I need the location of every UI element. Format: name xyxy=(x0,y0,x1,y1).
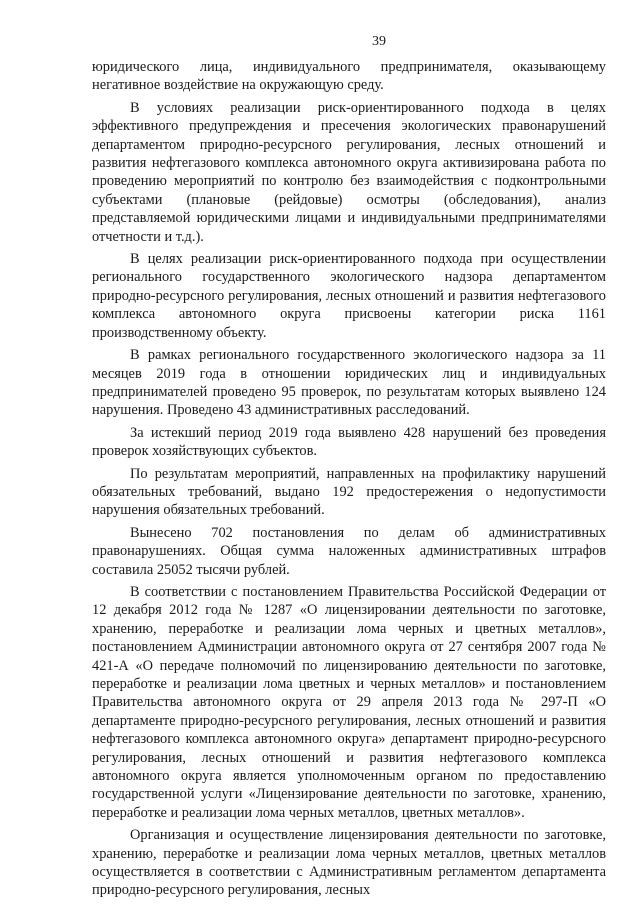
paragraph-risk-oriented-approach: В условиях реализации риск-ориентированного подхода в целях эффективного предупреждения и пресечения экологических правонарушений департаментом природно-ресурсного регулирования, лесных отношений и развития нефтегазового комплекса автономного округа активизирована работа по проведению мероприятий по контролю без взаимодействия с подконтрольными субъектами (плановые (рейдовые) осмотры (обследования), анализ представляемой юридическими лицами и индивидуальными предпринимателями отчетности и т.д.). xyxy=(92,99,606,245)
paragraph-violations: За истекший период 2019 года выявлено 428 нарушений без проведения проверок хозяйствующих субъектов. xyxy=(92,424,606,460)
page-number: 39 xyxy=(372,34,386,49)
paragraph-prevention: По результатам мероприятий, направленных на профилактику нарушений обязательных требований, выдано 192 предостережения о недопустимости нарушения обязательных требований. xyxy=(92,465,606,519)
paragraph-penalties: Вынесено 702 постановления по делам об административных правонарушениях. Общая сумма наложенных административных штрафов составила 25052 тысячи рублей. xyxy=(92,524,606,578)
paragraph-risk-categories: В целях реализации риск-ориентированного подхода при осуществлении регионального государственного экологического надзора департаментом природно-ресурсного регулирования, лесных отношений и развития нефтегазового комплекса автономного округа присвоены категории риска 1161 производственному объекту. xyxy=(92,251,606,341)
paragraph-continuation: юридического лица, индивидуального предпринимателя, оказывающему негативное воздействие на окружающую среду. xyxy=(92,59,606,94)
paragraph-inspections: В рамках регионального государственного экологического надзора за 11 месяцев 2019 года в отношении юридических лиц и индивидуальных предпринимателей проведено 95 проверок, по результатам которых выявлено 124 нарушения. Проведено 43 административных расследований. xyxy=(92,347,606,419)
paragraph-licensing-legal-basis: В соответствии с постановлением Правительства Российской Федерации от 12 декабря 2012 года № 1287 «О лицензировании деятельности по заготовке, хранению, переработке и реализации лома черных и цветных металлов», постановлением Администрации автономного округа от 27 сентября 2007 года № 421-А «О передаче полномочий по лицензированию деятельности по заготовке, переработке и реализации лома цветных и черных металлов» и постановлением Правительства автономного округа от 29 апреля 2013 года № 297-П «О департаменте природно-ресурсного регулирования, лесных отношений и развития нефтегазового комплекса автономного округа» департамент природно-ресурсного регулирования, лесных отношений и развития нефтегазового комплекса автономного округа является уполномоченным органом по предоставлению государственной услуги «Лицензирование деятельности по заготовке, хранению, переработке и реализации лома черных металлов, цветных металлов». xyxy=(92,583,606,821)
paragraph-licensing-organization: Организация и осуществление лицензирования деятельности по заготовке, хранению, переработке и реализации лома черных металлов, цветных металлов осуществляется в соответствии с Административным регламентом департамента природно-ресурсного регулирования, лесных xyxy=(92,827,606,899)
